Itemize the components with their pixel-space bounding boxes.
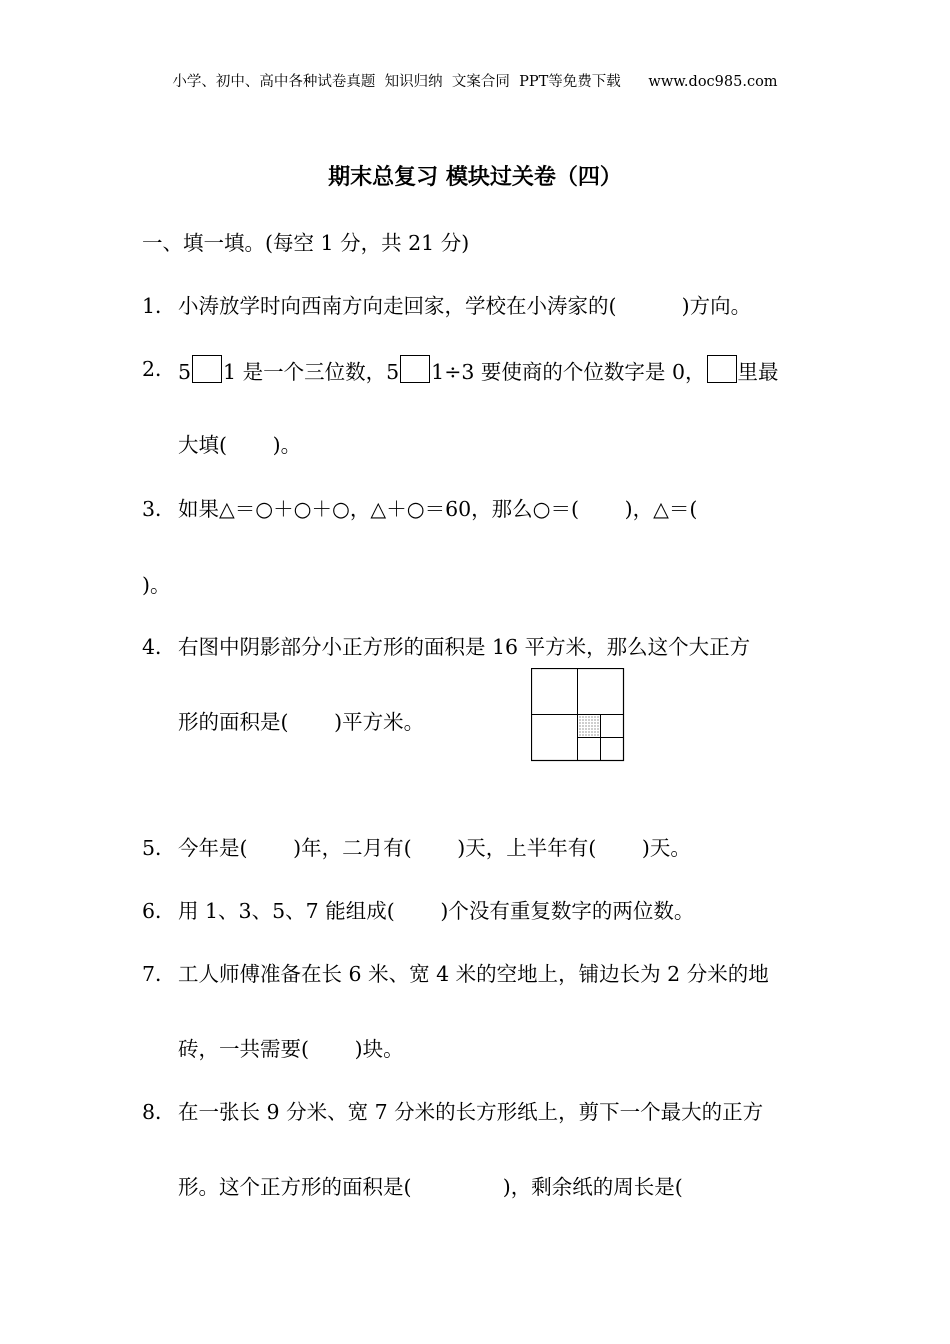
question-2-text bbox=[178, 355, 779, 386]
question-2-number: 2． bbox=[142, 357, 176, 381]
shaded-small-square bbox=[578, 715, 601, 738]
question-8-continuation: 形。这个正方形的面积是( )，剩余纸的周长是( bbox=[178, 1175, 683, 1199]
question-8-text: 在一张长 9 分米、宽 7 分米的长方形纸上，剪下一个最大的正方 bbox=[178, 1100, 764, 1124]
question-5-text: 今年是( )年，二月有( )天，上半年有( )天。 bbox=[178, 836, 691, 860]
question-6-number: 6． bbox=[142, 899, 176, 923]
question-4-text: 右图中阴影部分小正方形的面积是 16 平方米，那么这个大正方 bbox=[178, 635, 751, 659]
question-1-number: 1． bbox=[142, 294, 176, 318]
question-3-continuation: )。 bbox=[142, 573, 171, 597]
question-8-number: 8． bbox=[142, 1100, 176, 1124]
page-header: 小学、初中、高中各种试卷真题 知识归纳 文案合同 PPT等免费下载 www.doc985.com bbox=[172, 74, 778, 90]
square-figure bbox=[531, 668, 625, 762]
page-title: 期末总复习 模块过关卷（四） bbox=[328, 165, 622, 190]
blank-box bbox=[400, 355, 430, 383]
question-2-continuation: 大填( )。 bbox=[178, 433, 302, 457]
question-2-part-c: 1÷3 要使商的个位数字是 0， bbox=[431, 360, 706, 384]
section-heading: 一、填一填。(每空 1 分，共 21 分) bbox=[142, 231, 470, 255]
question-1-text: 小涛放学时向西南方向走回家，学校在小涛家的( )方向。 bbox=[178, 294, 752, 318]
question-4-number: 4． bbox=[142, 635, 176, 659]
question-3-number: 3． bbox=[142, 497, 176, 521]
question-4-continuation: 形的面积是( )平方米。 bbox=[178, 710, 425, 734]
question-5-number: 5． bbox=[142, 836, 176, 860]
question-2-part-a: 5 bbox=[178, 360, 192, 384]
question-3-text: 如果△＝○＋○＋○，△＋○＝60，那么○＝( )，△＝( bbox=[178, 497, 698, 521]
blank-box bbox=[192, 355, 222, 383]
question-7-continuation: 砖，一共需要( )块。 bbox=[178, 1037, 404, 1061]
question-2-part-d: 里最 bbox=[737, 360, 779, 384]
blank-box bbox=[707, 355, 737, 383]
question-7-text: 工人师傅准备在长 6 米、宽 4 米的空地上，铺边长为 2 分米的地 bbox=[178, 962, 769, 986]
question-6-text: 用 1、3、5、7 能组成( )个没有重复数字的两位数。 bbox=[178, 899, 695, 923]
question-7-number: 7． bbox=[142, 962, 176, 986]
question-2-part-b: 1 是一个三位数，5 bbox=[223, 360, 400, 384]
